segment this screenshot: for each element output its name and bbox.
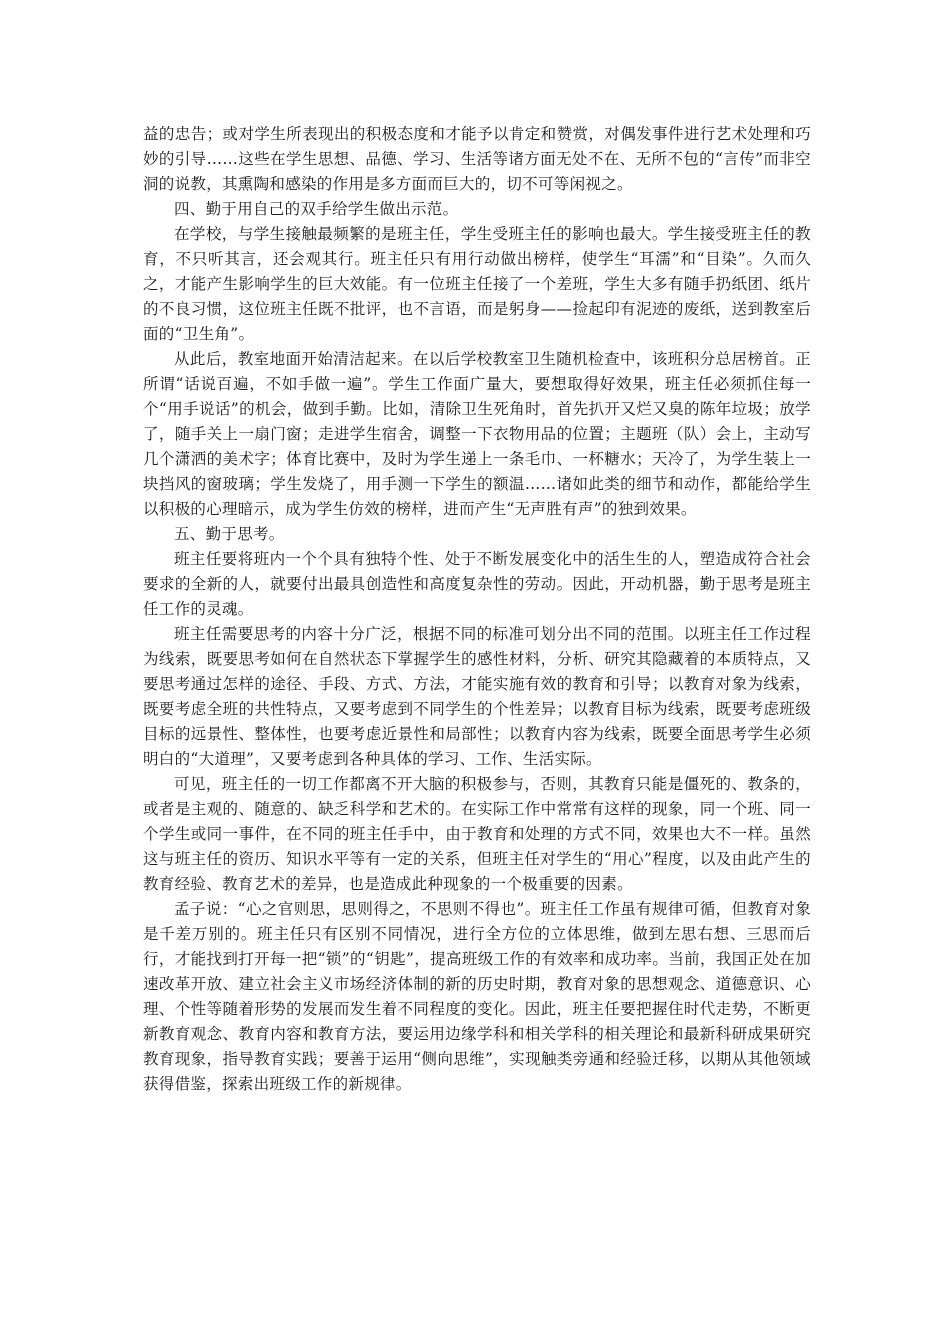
paragraph: 班主任需要思考的内容十分广泛，根据不同的标准可划分出不同的范围。以班主任工作过程为线索，既要思考如何在自然状态下掌握学生的感性材料，分析、研究其隐藏着的本质特点，又要思考通过怎样的途径、手段、方式、方法，才能实施有效的教育和引导；以教育对象为线索，既要考虑全班的共性特点，又要考虑到不同学生的个性差异；以教育目标为线索，既要考虑班级目标的远景性、整体性，也要考虑近景性和局部性；以教育内容为线索，既要全面思考学生必须明白的“大道理”，又要考虑到各种具体的学习、工作、生活实际。 — [143, 625, 811, 768]
section-heading-5: 五、勤于思考。 — [174, 525, 285, 543]
paragraph: 班主任要将班内一个个具有独特个性、处于不断发展变化中的活生生的人，塑造成符合社会要求的全新的人，就要付出最具创造性和高度复杂性的劳动。因此，开动机器，勤于思考是班主任工作的灵魂。 — [143, 550, 811, 618]
paragraph: 从此后，教室地面开始清洁起来。在以后学校教室卫生随机检查中，该班积分总居榜首。正所谓“话说百遍，不如手做一遍”。学生工作面广量大，要想取得好效果，班主任必须抓住每一个“用手说话”的机会，做到手勤。比如，清除卫生死角时，首先扒开又烂又臭的陈年垃圾；放学了，随手关上一扇门窗；走进学生宿舍，调整一下衣物用品的位置；主题班（队）会上，主动写几个潇洒的美术字；体育比赛中，及时为学生递上一条毛巾、一杯糖水；天冷了，为学生装上一块挡风的窗玻璃；学生发烧了，用手测一下学生的额温……诸如此类的细节和动作，都能给学生以积极的心理暗示，成为学生仿效的榜样，进而产生“无声胜有声”的独到效果。 — [143, 350, 811, 518]
document-body — [143, 122, 811, 1097]
paragraph: 孟子说：“心之官则思，思则得之，不思则不得也”。班主任工作虽有规律可循，但教育对象是千差万别的。班主任只有区别不同情况，进行全方位的立体思维，做到左思右想、三思而后行，才能找到打开每一把“锁”的“钥匙”，提高班级工作的有效率和成功率。当前，我国正处在加速改革开放、建立社会主义市场经济体制的新的历史时期，教育对象的思想观念、道德意识、心理、个性等随着形势的发展而发生着不同程度的变化。因此，班主任要把握住时代走势，不断更新教育观念、教育内容和教育方法，要运用边缘学科和相关学科的相关理论和最新科研成果研究教育现象，指导教育实践；要善于运用“侧向思维”，实现触类旁通和经验迁移，以期从其他领域获得借鉴，探索出班级工作的新规律。 — [143, 900, 811, 1093]
paragraph: 可见，班主任的一切工作都离不开大脑的积极参与，否则，其教育只能是僵死的、教条的，或者是主观的、随意的、缺乏科学和艺术的。在实际工作中常常有这样的现象，同一个班、同一个学生或同一事件，在不同的班主任手中，由于教育和处理的方式不同，效果也大不一样。虽然这与班主任的资历、知识水平等有一定的关系，但班主任对学生的“用心”程度，以及由此产生的教育经验、教育艺术的差异，也是造成此种现象的一个极重要的因素。 — [143, 775, 811, 893]
paragraph-continuation: 益的忠告；或对学生所表现出的积极态度和才能予以肯定和赞赏，对偶发事件进行艺术处理和巧妙的引导……这些在学生思想、品德、学习、生活等诸方面无处不在、无所不包的“言传”而非空洞的说教，其熏陶和感染的作用是多方面而巨大的，切不可等闲视之。 — [143, 125, 811, 193]
paragraph: 在学校，与学生接触最频繁的是班主任，学生受班主任的影响也最大。学生接受班主任的教育，不只听其言，还会观其行。班主任只有用行动做出榜样，使学生“耳濡”和“目染”。久而久之，才能产生影响学生的巨大效能。有一位班主任接了一个差班，学生大多有随手扔纸团、纸片的不良习惯，这位班主任既不批评，也不言语，而是躬身——捡起印有泥迹的废纸，送到教室后面的“卫生角”。 — [143, 225, 811, 343]
section-heading-4: 四、勤于用自己的双手给学生做出示范。 — [174, 200, 459, 218]
